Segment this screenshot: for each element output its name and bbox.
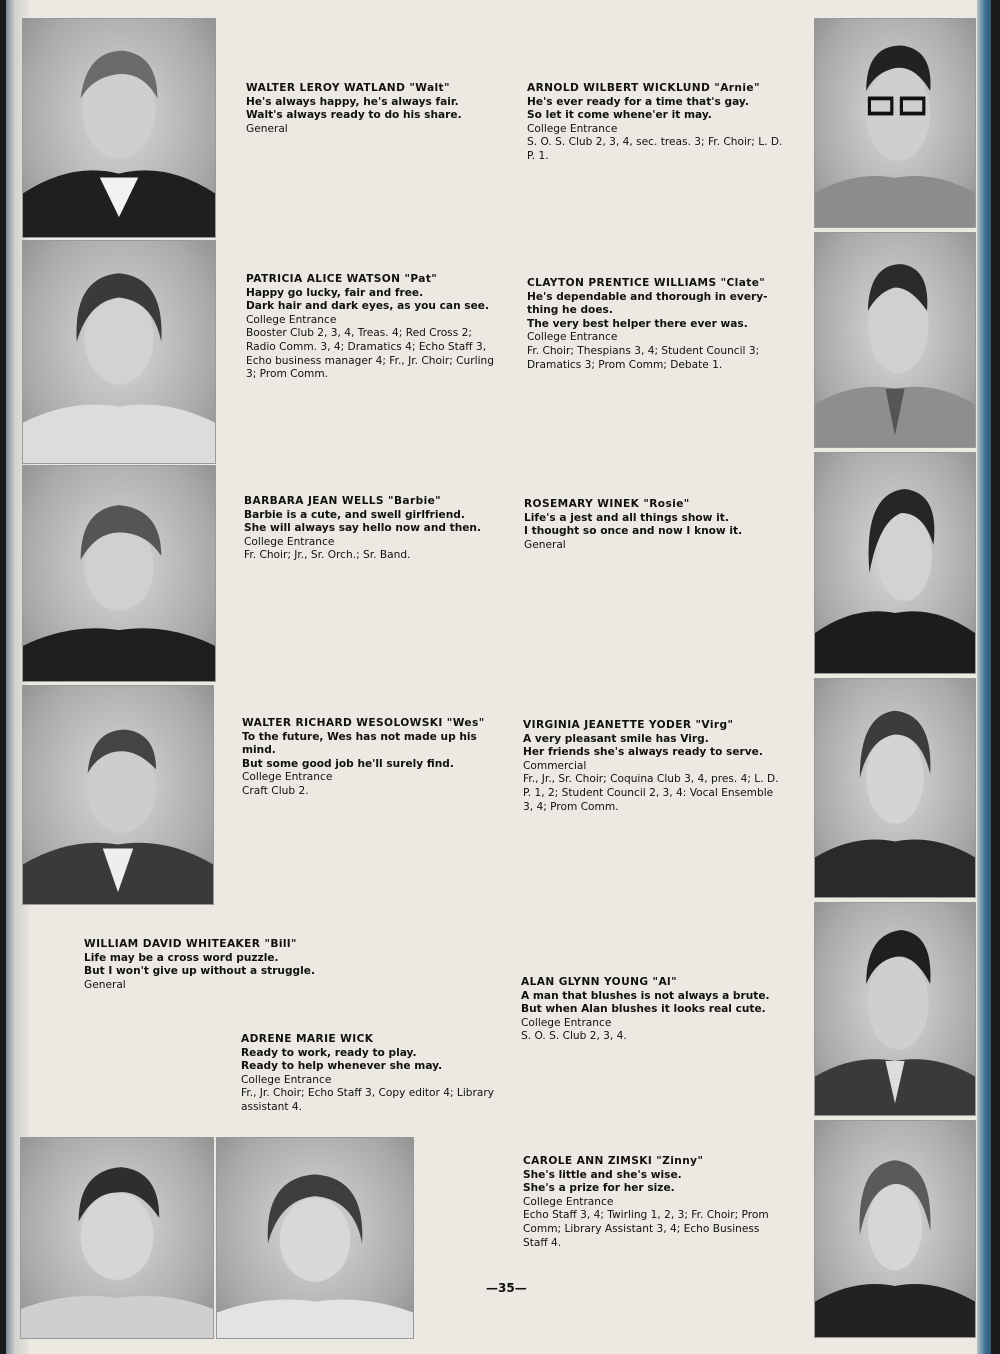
- portrait-photo-yoder: [814, 678, 976, 898]
- student-verse: Barbie is a cute, and swell girlfriend. She will always say hello now and then.: [244, 508, 481, 535]
- student-activities: Fr., Jr., Sr. Choir; Coquina Club 3, 4, pres. 4; L. D. P. 1, 2; Student Council 2, 3, 4: Vocal Ensemble 3, 4; Prom Comm.: [523, 773, 779, 813]
- portrait-photo-young: [814, 902, 976, 1116]
- entry-wells: [244, 495, 504, 563]
- student-activities: Booster Club 2, 3, 4, Treas. 4; Red Cross 2; Radio Comm. 3, 4; Dramatics 4; Echo Staff 3, Echo business manager 4; Fr., Jr. Choir; Curling 3; Prom Comm.: [246, 327, 494, 381]
- student-name: VIRGINIA JEANETTE YODER "Virg": [523, 719, 734, 731]
- student-course: College Entrance: [242, 771, 333, 784]
- student-activities: S. O. S. Club 2, 3, 4, sec. treas. 3; Fr. Choir; L. D. P. 1.: [527, 136, 783, 162]
- portrait-photo-zimski: [814, 1120, 976, 1338]
- entry-wick: [241, 1033, 499, 1115]
- portrait-photo-watland: [22, 18, 216, 238]
- portrait-photo-wesolowski: [22, 685, 214, 905]
- student-name: PATRICIA ALICE WATSON "Pat": [246, 273, 438, 285]
- student-name: WALTER RICHARD WESOLOWSKI "Wes": [242, 717, 485, 729]
- student-name: ROSEMARY WINEK "Rosie": [524, 498, 690, 510]
- student-name: WILLIAM DAVID WHITEAKER "Bill": [84, 938, 297, 950]
- yearbook-page: [6, 0, 991, 1354]
- student-course: General: [524, 538, 566, 551]
- student-name: ALAN GLYNN YOUNG "Al": [521, 976, 678, 988]
- entry-winek: [524, 498, 784, 552]
- student-verse: He's dependable and thorough in every- thing he does. The very best helper there ever was.: [527, 290, 768, 330]
- student-activities: Echo Staff 3, 4; Twirling 1, 2, 3; Fr. Choir; Prom Comm; Library Assistant 3, 4; Echo Business Staff 4.: [523, 1209, 769, 1249]
- student-course: College Entrance: [241, 1073, 332, 1086]
- student-activities: Fr. Choir; Jr., Sr. Orch.; Sr. Band.: [244, 549, 411, 562]
- book-cover-edge: [977, 0, 991, 1354]
- entry-wesolowski: [242, 717, 502, 799]
- entry-williams: [527, 277, 785, 372]
- student-name: ARNOLD WILBERT WICKLUND "Arnie": [527, 82, 760, 94]
- student-course: College Entrance: [527, 331, 618, 344]
- student-verse: Life's a jest and all things show it. I thought so once and now I know it.: [524, 511, 743, 538]
- student-course: Commercial: [523, 759, 587, 772]
- portrait-photo-whiteaker: [20, 1137, 214, 1339]
- entry-watland: [246, 82, 506, 136]
- portrait-photo-watson: [22, 240, 216, 464]
- student-verse: Ready to work, ready to play. Ready to help whenever she may.: [241, 1046, 443, 1073]
- student-course: College Entrance: [523, 1195, 614, 1208]
- student-activities: S. O. S. Club 2, 3, 4.: [521, 1030, 627, 1043]
- entry-yoder: [523, 719, 785, 814]
- entry-whiteaker: [84, 938, 354, 992]
- student-activities: Craft Club 2.: [242, 784, 309, 797]
- student-name: BARBARA JEAN WELLS "Barbie": [244, 495, 442, 507]
- student-verse: A man that blushes is not always a brute. But when Alan blushes it looks real cute.: [521, 989, 770, 1016]
- student-name: WALTER LEROY WATLAND "Walt": [246, 82, 450, 94]
- student-verse: A very pleasant smile has Virg. Her friends she's always ready to serve.: [523, 732, 763, 759]
- entry-wicklund: [527, 82, 787, 164]
- student-activities: Fr., Jr. Choir; Echo Staff 3, Copy editor 4; Library assistant 4.: [241, 1087, 494, 1113]
- student-verse: She's little and she's wise. She's a prize for her size.: [523, 1168, 682, 1195]
- student-course: College Entrance: [246, 313, 337, 326]
- portrait-photo-wells: [22, 465, 216, 682]
- portrait-photo-williams: [814, 232, 976, 448]
- student-name: CAROLE ANN ZIMSKI "Zinny": [523, 1155, 704, 1167]
- student-verse: He's ever ready for a time that's gay. So let it come whene'er it may.: [527, 95, 749, 122]
- portrait-photo-wick: [216, 1137, 414, 1339]
- student-name: ADRENE MARIE WICK: [241, 1033, 374, 1045]
- portrait-photo-wicklund: [814, 18, 976, 228]
- student-verse: Happy go lucky, fair and free. Dark hair and dark eyes, as you can see.: [246, 286, 489, 313]
- student-course: College Entrance: [521, 1016, 612, 1029]
- entry-zimski: [523, 1155, 785, 1250]
- student-verse: Life may be a cross word puzzle. But I won't give up without a struggle.: [84, 951, 315, 978]
- entry-watson: [246, 273, 504, 382]
- student-activities: Fr. Choir; Thespians 3, 4; Student Council 3; Dramatics 3; Prom Comm; Debate 1.: [527, 344, 760, 371]
- entry-young: [521, 976, 783, 1044]
- student-name: CLAYTON PRENTICE WILLIAMS "Clate": [527, 277, 766, 289]
- student-course: College Entrance: [244, 535, 335, 548]
- student-verse: He's always happy, he's always fair. Walt's always ready to do his share.: [246, 95, 462, 122]
- student-course: College Entrance: [527, 122, 618, 135]
- student-verse: To the future, Wes has not made up his mind. But some good job he'll surely find.: [242, 730, 477, 770]
- page-number: —35—: [486, 1281, 527, 1295]
- student-course: General: [84, 978, 126, 991]
- portrait-photo-winek: [814, 452, 976, 674]
- student-course: General: [246, 122, 288, 135]
